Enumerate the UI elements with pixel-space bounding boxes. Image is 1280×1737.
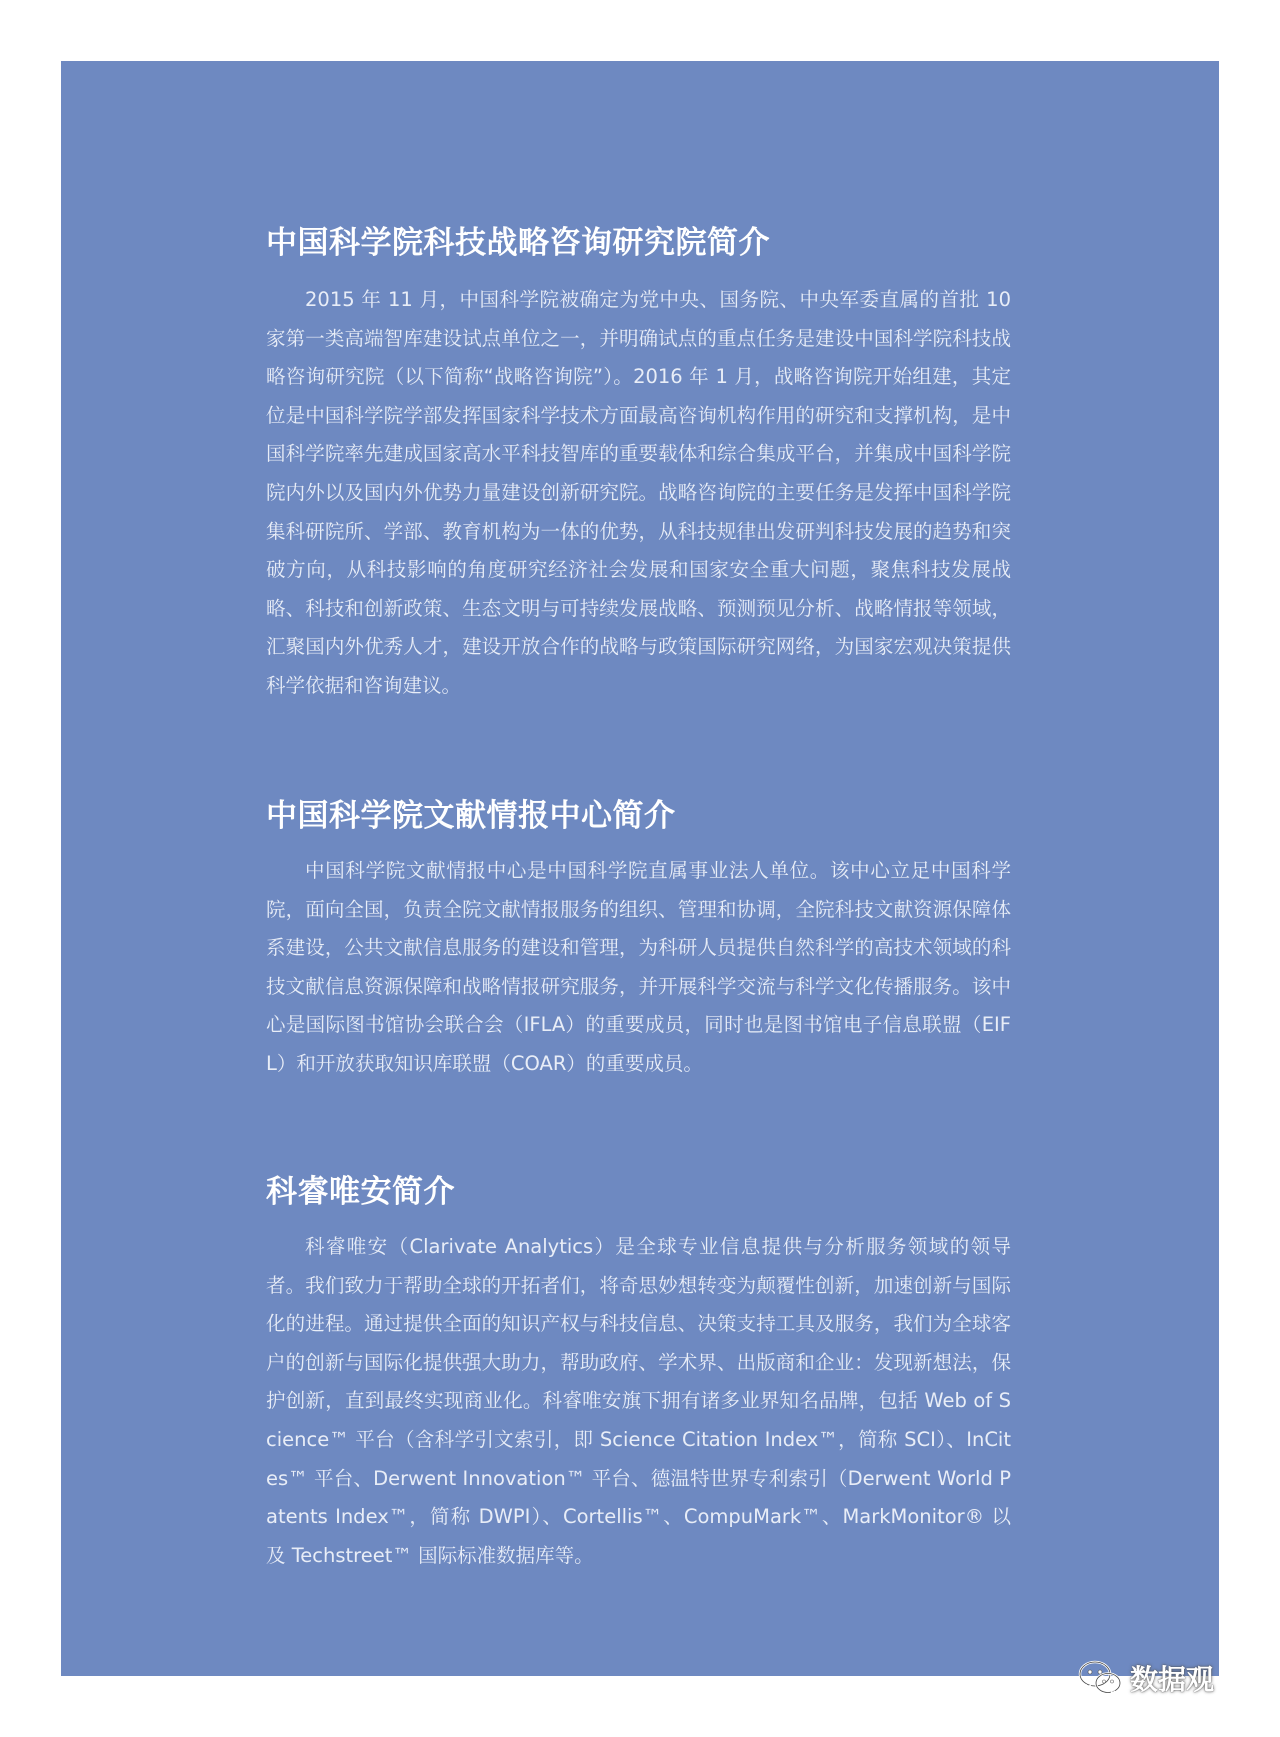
section-title-nsl: 中国科学院文献情报中心简介 <box>266 798 676 834</box>
section-title-casisd: 中国科学院科技战略咨询研究院简介 <box>266 225 770 261</box>
wechat-icon <box>1078 1660 1122 1696</box>
section-title-clarivate: 科睿唯安简介 <box>266 1174 455 1210</box>
section-body-nsl: 中国科学院文献情报中心是中国科学院直属事业法人单位。该中心立足中国科学院，面向全国，负责全院文献情报服务的组织、管理和协调，全院科技文献资源保障体系建设，公共文献信息服务的建设和管理，为科研人员提供自然科学的高技术领域的科技文献信息资源保障和战略情报研究服务，并开展科学交流与科学文化传播服务。该中心是国际图书馆协会联合会（IFLA）的重要成员，同时也是图书馆电子信息联盟（EIFL）和开放获取知识库联盟（COAR）的重要成员。 <box>266 859 1011 1075</box>
watermark-text: 数据观 <box>1130 1663 1215 1696</box>
watermark <box>1078 1658 1214 1698</box>
content-panel <box>61 61 1219 1676</box>
section-body-clarivate: 科睿唯安（Clarivate Analytics）是全球专业信息提供与分析服务领域的领导者。我们致力于帮助全球的开拓者们，将奇思妙想转变为颠覆性创新，加速创新与国际化的进程。通过提供全面的知识产权与科技信息、决策支持工具及服务，我们为全球客户的创新与国际化提供强大助力，帮助政府、学术界、出版商和企业：发现新想法，保护创新，直到最终实现商业化。科睿唯安旗下拥有诸多业界知名品牌，包括 Web of Science™ 平台（含科学引文索引，即 Science Citation Index™，简称 SCI）、InCites™ 平台、Derwent Innovation™ 平台、德温特世界专利索引（Derwent World Patents Index™，简称 DWPI）、Cortellis™、CompuMark™、MarkMonitor® 以及 Techstreet™ 国际标准数据库等。 <box>266 1235 1011 1567</box>
section-body-casisd: 2015 年 11 月，中国科学院被确定为党中央、国务院、中央军委直属的首批 10 家第一类高端智库建设试点单位之一，并明确试点的重点任务是建设中国科学院科技战略咨询研究院（以下简称“战略咨询院”）。2016 年 1 月，战略咨询院开始组建，其定位是中国科学院学部发挥国家科学技术方面最高咨询机构作用的研究和支撑机构，是中国科学院率先建成国家高水平科技智库的重要载体和综合集成平台，并集成中国科学院院内外以及国内外优势力量建设创新研究院。战略咨询院的主要任务是发挥中国科学院集科研院所、学部、教育机构为一体的优势，从科技规律出发研判科技发展的趋势和突破方向，从科技影响的角度研究经济社会发展和国家安全重大问题，聚焦科技发展战略、科技和创新政策、生态文明与可持续发展战略、预测预见分析、战略情报等领域，汇聚国内外优秀人才，建设开放合作的战略与政策国际研究网络，为国家宏观决策提供科学依据和咨询建议。 <box>266 288 1011 697</box>
